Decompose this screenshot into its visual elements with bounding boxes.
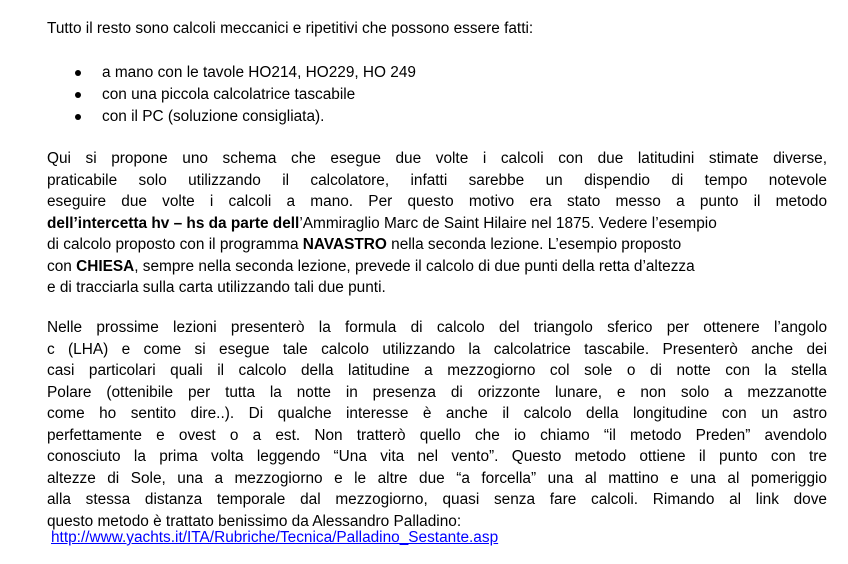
program-name-navastro: NAVASTRO [302, 236, 387, 253]
paragraph-next-lessons [47, 317, 827, 532]
bullet-icon [75, 70, 81, 76]
paragraph-line: casi particolari quali il calcolo della latitudine a mezzogiorno col sole o di notte con la stella [47, 362, 827, 379]
paragraph-line: Qui si propone uno schema che esegue due volte i calcoli con due latitudini stimate diverse, [47, 150, 827, 167]
palladino-sestante-link[interactable]: http://www.yachts.it/ITA/Rubriche/Tecnica/Palladino_Sestante.asp [51, 529, 499, 546]
list-item-text: con una piccola calcolatrice tascabile [102, 86, 356, 103]
paragraph-line [47, 256, 827, 278]
paragraph-line: perfettamente e ovest o a est. Non tratterò quello che io chiamo “il metodo Preden” avendolo [47, 426, 827, 444]
paragraph-line: alla stessa distanza temporale dal mezzogiorno, quasi senza fare calcoli. Rimando al link dove [47, 491, 827, 508]
paragraph-line: praticabile solo utilizzando il calcolatore, infatti sarebbe un dispendio di tempo notevole [47, 171, 827, 189]
paragraph-line: eseguire due volte i calcoli a mano. Per questo motivo era stato messo a punto il metodo [47, 193, 827, 210]
paragraph-line: questo metodo è trattato benissimo da Alessandro Palladino: [47, 512, 462, 530]
paragraph-line: Polare (ottenibile per tutta la notte in presenza di orizzonte lunare, e non solo a mezzanotte [47, 383, 827, 401]
paragraph-scheme [47, 148, 827, 299]
paragraph-line: e di tracciarla sulla carta utilizzando tali due punti. [47, 279, 386, 296]
intro-sentence: Tutto il resto sono calcoli meccanici e ripetitivi che possono essere fatti: [47, 20, 534, 37]
paragraph-line: Nelle prossime lezioni presenterò la formula di calcolo del triangolo sferico per ottenere l’angolo [47, 319, 827, 336]
paragraph-line: c (LHA) e come si esegue tale calcolo utilizzando la calcolatrice tascabile. Presenterò anche dei [47, 340, 827, 358]
text-run: di calcolo proposto con il programma [47, 236, 303, 253]
text-run: con [47, 257, 77, 275]
list-item-text: con il PC (soluzione consigliata). [102, 108, 325, 125]
text-run: ’Ammiraglio Marc de Saint Hilaire nel 1875. Vedere l’esempio [299, 214, 717, 232]
bullet-icon [75, 92, 81, 98]
paragraph-line: altezze di Sole, una a mezzogiorno e le altre due “a forcella” una al mattino e una al pomeriggio [47, 469, 827, 487]
paragraph-line [47, 234, 827, 256]
paragraph-line: conosciuto la prima volta leggendo “Una vita nel vento”. Questo metodo ottiene il punto con tre [47, 448, 827, 465]
paragraph-line [47, 213, 827, 235]
list-item-text: a mano con le tavole HO214, HO229, HO 249 [102, 64, 416, 81]
text-run: dell’intercetta hv – hs da parte dell [47, 214, 300, 232]
program-name-chiesa: CHIESA [76, 257, 135, 275]
text-run: nella seconda lezione. L’esempio proposto [386, 236, 682, 253]
text-run: , sempre nella seconda lezione, prevede il calcolo di due punti della retta d’altezza [134, 257, 695, 275]
paragraph-line: come ho sentito dire..). Di qualche interesse è anche il calcolo della longitudine con un astro [47, 405, 827, 422]
bullet-icon [75, 114, 81, 120]
